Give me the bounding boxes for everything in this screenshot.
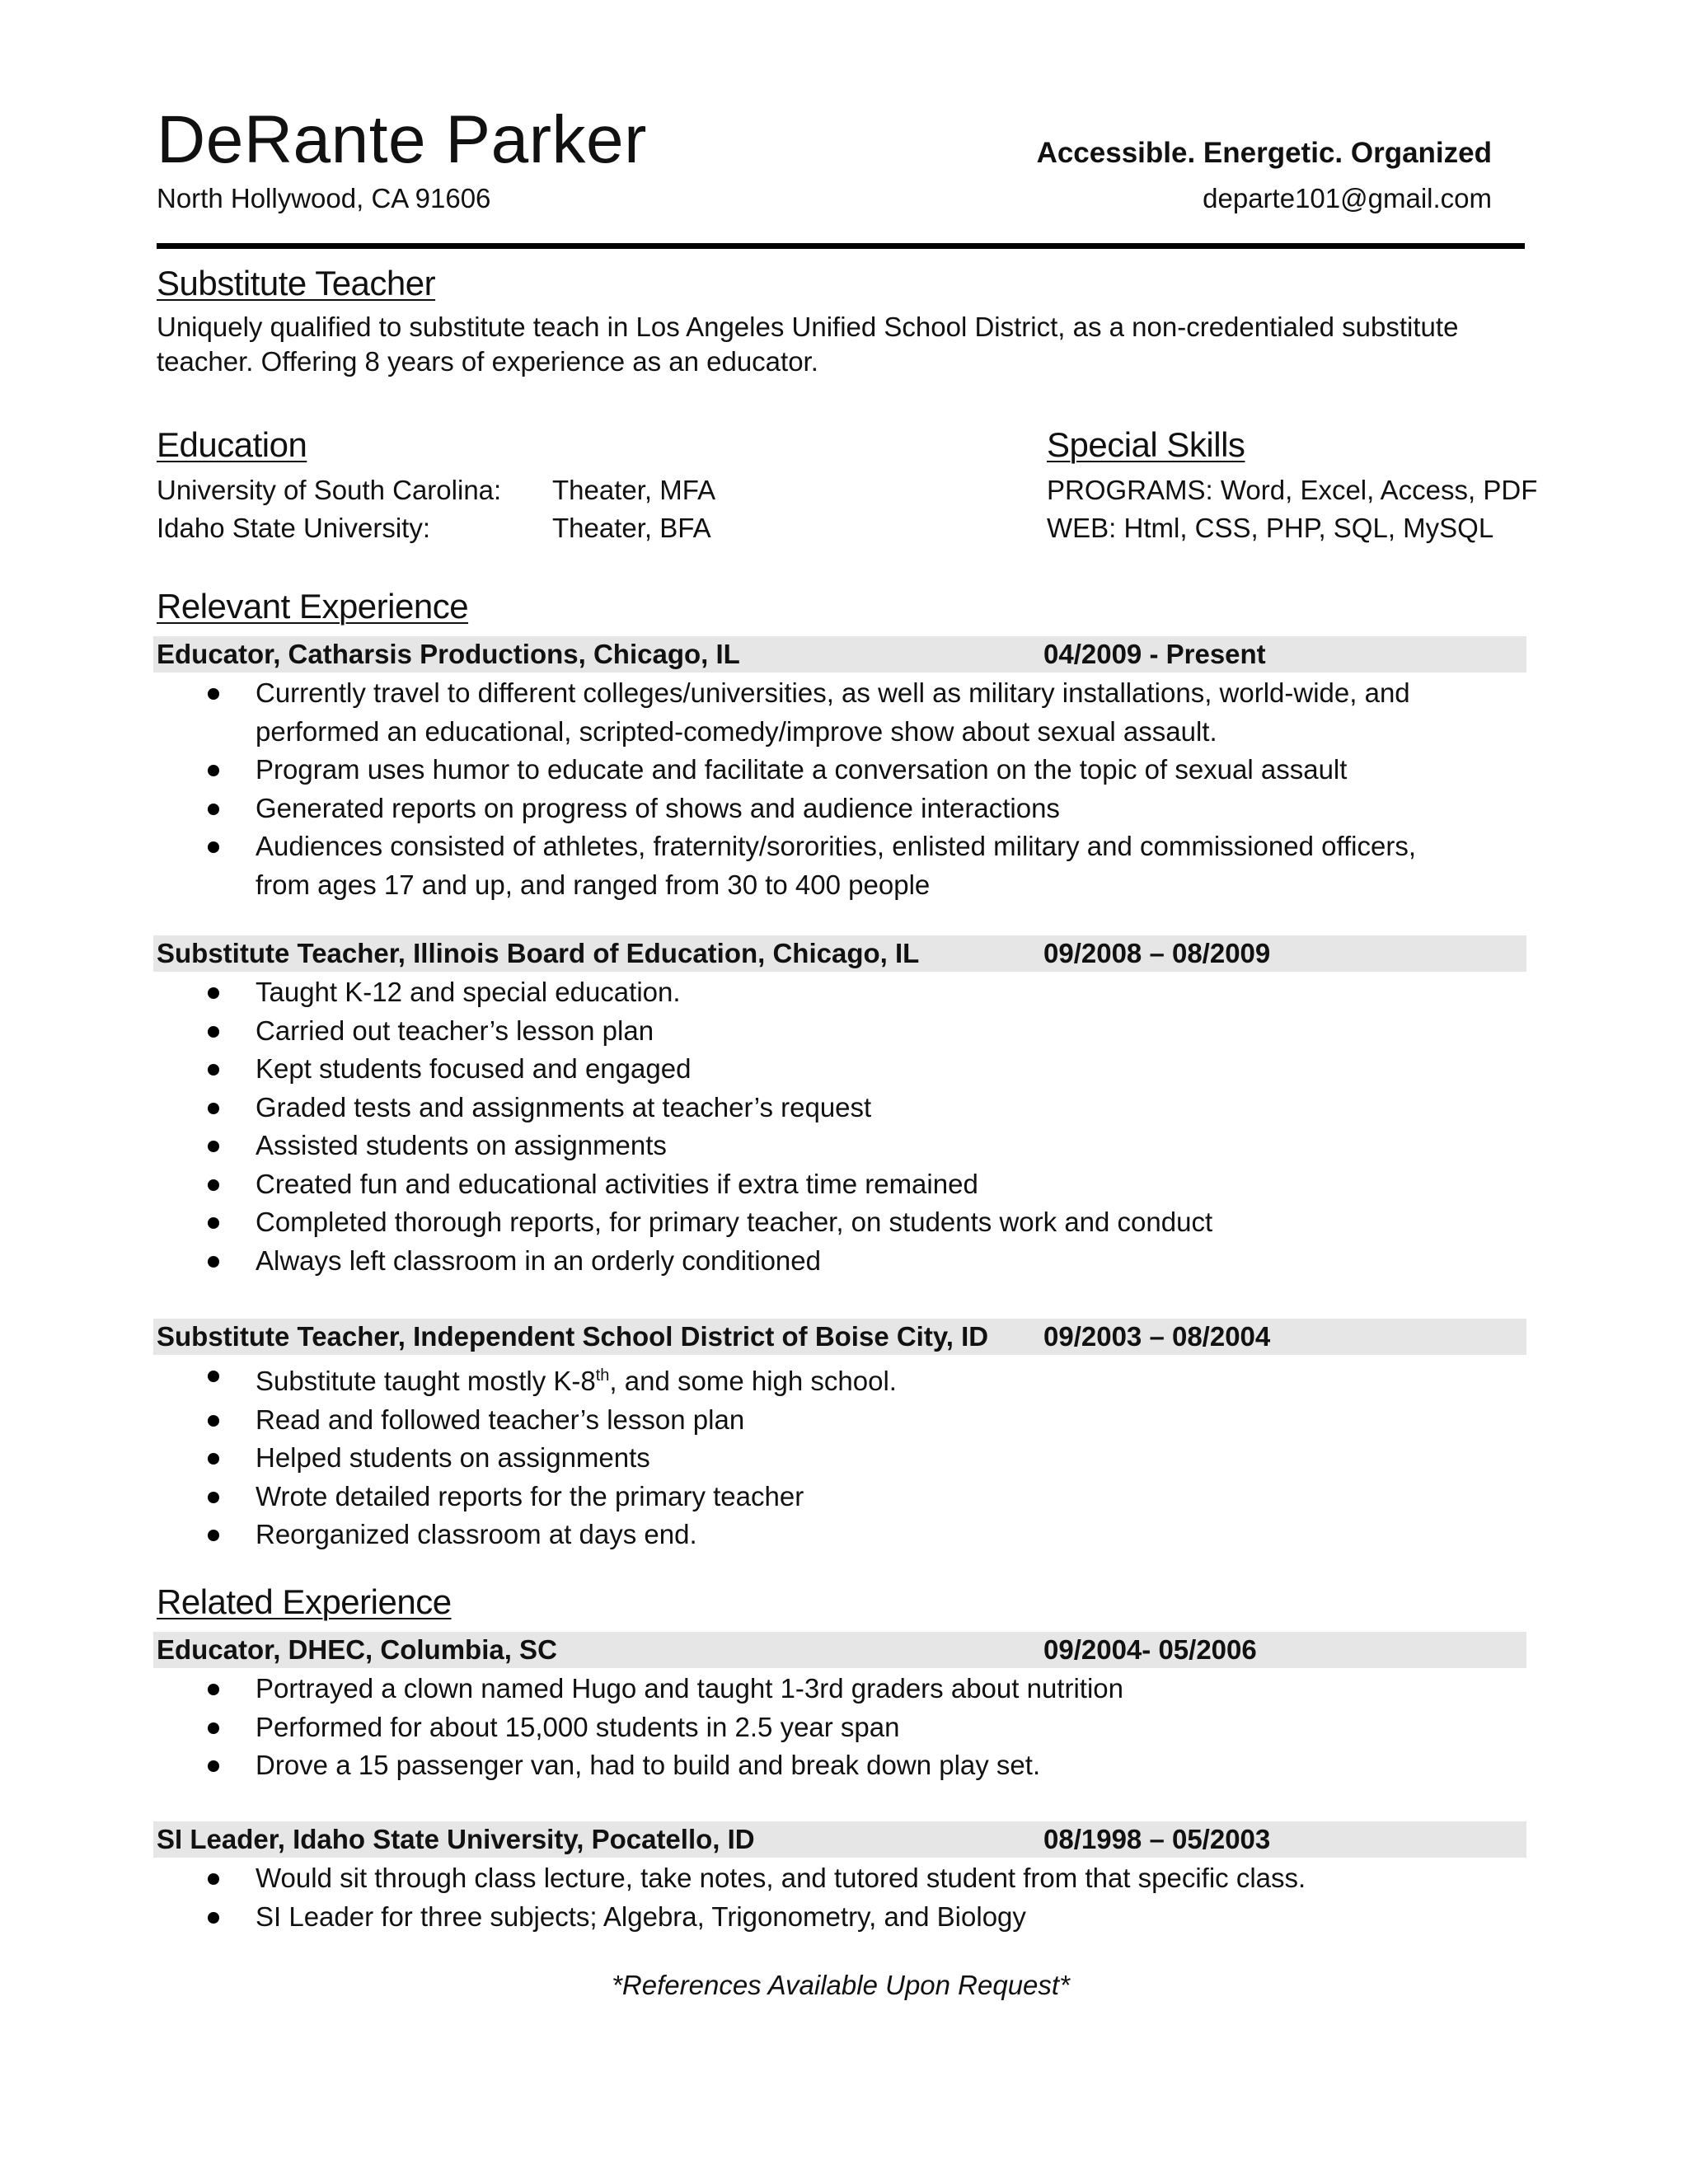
list-item: Helped students on assignments: [157, 1439, 1525, 1478]
tagline: Accessible. Energetic. Organized: [1036, 137, 1492, 169]
bullet-icon: [208, 1371, 219, 1382]
header-divider: [157, 243, 1525, 249]
job-header: [153, 1632, 1526, 1668]
objective-line: teacher. Offering 8 years of experience as an educator.: [157, 346, 818, 377]
list-item-continuation: performed an educational, scripted-comedy/improve show about sexual assault.: [256, 715, 1217, 747]
bullet-icon: [208, 1684, 219, 1695]
list-item: Wrote detailed reports for the primary teacher: [157, 1478, 1525, 1516]
bullet-icon: [208, 1103, 219, 1114]
job-header: [153, 935, 1526, 972]
job-header: [153, 1319, 1526, 1355]
bullet-icon: [208, 1492, 219, 1503]
list-item: Carried out teacher’s lesson plan: [157, 1012, 1525, 1051]
job-dates: 09/2003 – 08/2004: [1043, 1321, 1271, 1352]
job-bullets: [157, 1670, 1525, 1785]
list-item-continuation: from ages 17 and up, and ranged from 30 to 400 people: [256, 869, 931, 900]
job-bullets: [157, 973, 1525, 1280]
candidate-name: DeRante Parker: [157, 102, 647, 177]
education-school: Idaho State University:: [157, 513, 430, 543]
list-item: Read and followed teacher’s lesson plan: [157, 1401, 1525, 1440]
bullet-icon: [208, 1141, 219, 1152]
job-title: Educator, DHEC, Columbia, SC: [157, 1634, 557, 1665]
bullet-icon: [208, 987, 219, 999]
skills-web-text: WEB: Html, CSS, PHP, SQL, MySQL: [1047, 513, 1494, 543]
skills-programs-text: PROGRAMS: Word, Excel, Access, PDF: [1047, 475, 1538, 505]
job-title: Substitute Teacher, Illinois Board of Education, Chicago, IL: [157, 938, 920, 968]
list-item: Graded tests and assignments at teacher’s request: [157, 1089, 1525, 1127]
job-title: Educator, Catharsis Productions, Chicago, IL: [157, 639, 740, 669]
bullet-icon: [208, 1453, 219, 1465]
list-item: Audiences consisted of athletes, fraternity/sororities, enlisted military and commissioned officers,: [157, 827, 1525, 866]
references-note: *References Available Upon Request*: [612, 1970, 1070, 2000]
job-dates: 09/2004- 05/2006: [1043, 1634, 1257, 1665]
education-degree: Theater, BFA: [552, 513, 711, 543]
list-item: Created fun and educational activities if extra time remained: [157, 1165, 1525, 1204]
related-experience-heading: Related Experience: [157, 1582, 452, 1621]
bullet-icon: [208, 1722, 219, 1734]
bullet-icon: [208, 1256, 219, 1268]
bullet-icon: [208, 1912, 219, 1924]
bullet-icon: [208, 841, 219, 853]
job-bullets: [157, 1357, 1525, 1554]
list-item: Always left classroom in an orderly conditioned: [157, 1242, 1525, 1281]
job-header: [153, 1821, 1526, 1858]
bullet-icon: [208, 688, 219, 700]
education-school: University of South Carolina:: [157, 475, 502, 505]
job-title: SI Leader, Idaho State University, Pocatello, ID: [157, 1824, 755, 1854]
relevant-experience-heading: Relevant Experience: [157, 587, 469, 626]
job-dates: 08/1998 – 05/2003: [1043, 1824, 1271, 1854]
list-item: Would sit through class lecture, take notes, and tutored student from that specific class.: [157, 1859, 1525, 1898]
bullet-icon: [208, 765, 219, 776]
job-bullets: [157, 674, 1525, 904]
skills-heading: Special Skills: [1047, 425, 1245, 464]
objective-text: [157, 310, 1525, 379]
job-dates: 04/2009 - Present: [1043, 639, 1266, 669]
list-item: Kept students focused and engaged: [157, 1050, 1525, 1089]
bullet-icon: [208, 1217, 219, 1229]
location: North Hollywood, CA 91606: [157, 183, 491, 213]
list-item: Currently travel to different colleges/universities, as well as military installations, world-wide, and: [157, 674, 1525, 713]
list-item: Portrayed a clown named Hugo and taught 1-3rd graders about nutrition: [157, 1670, 1525, 1708]
list-item: Program uses humor to educate and facilitate a conversation on the topic of sexual assault: [157, 751, 1525, 790]
list-item: Taught K-12 and special education.: [157, 973, 1525, 1012]
objective-line: Uniquely qualified to substitute teach in Los Angeles Unified School District, as a non-credentialed substitute: [157, 312, 1459, 342]
bullet-icon: [208, 1026, 219, 1038]
objective-heading: Substitute Teacher: [157, 264, 436, 302]
bullet-icon: [208, 1873, 219, 1885]
list-item: Performed for about 15,000 students in 2.5 year span: [157, 1708, 1525, 1747]
list-item: Assisted students on assignments: [157, 1127, 1525, 1165]
list-item: Reorganized classroom at days end.: [157, 1516, 1525, 1554]
job-title: Substitute Teacher, Independent School District of Boise City, ID: [157, 1321, 989, 1352]
job-header: [153, 636, 1526, 673]
bullet-icon: [208, 1760, 219, 1772]
list-item: Substitute taught mostly K-8th, and some high school.: [157, 1357, 1525, 1401]
email-address[interactable]: departe101@gmail.com: [1203, 183, 1492, 213]
job-dates: 09/2008 – 08/2009: [1043, 938, 1271, 968]
education-heading: Education: [157, 425, 307, 464]
bullet-icon: [208, 1415, 219, 1427]
bullet-icon: [208, 1064, 219, 1076]
list-item: SI Leader for three subjects; Algebra, Trigonometry, and Biology: [157, 1898, 1525, 1937]
list-item: Drove a 15 passenger van, had to build and break down play set.: [157, 1746, 1525, 1785]
list-item: Completed thorough reports, for primary teacher, on students work and conduct: [157, 1203, 1525, 1242]
bullet-icon: [208, 804, 219, 815]
education-degree: Theater, MFA: [552, 475, 716, 505]
list-item: Generated reports on progress of shows and audience interactions: [157, 790, 1525, 828]
bullet-icon: [208, 1179, 219, 1191]
job-bullets: [157, 1859, 1525, 1936]
bullet-icon: [208, 1530, 219, 1541]
